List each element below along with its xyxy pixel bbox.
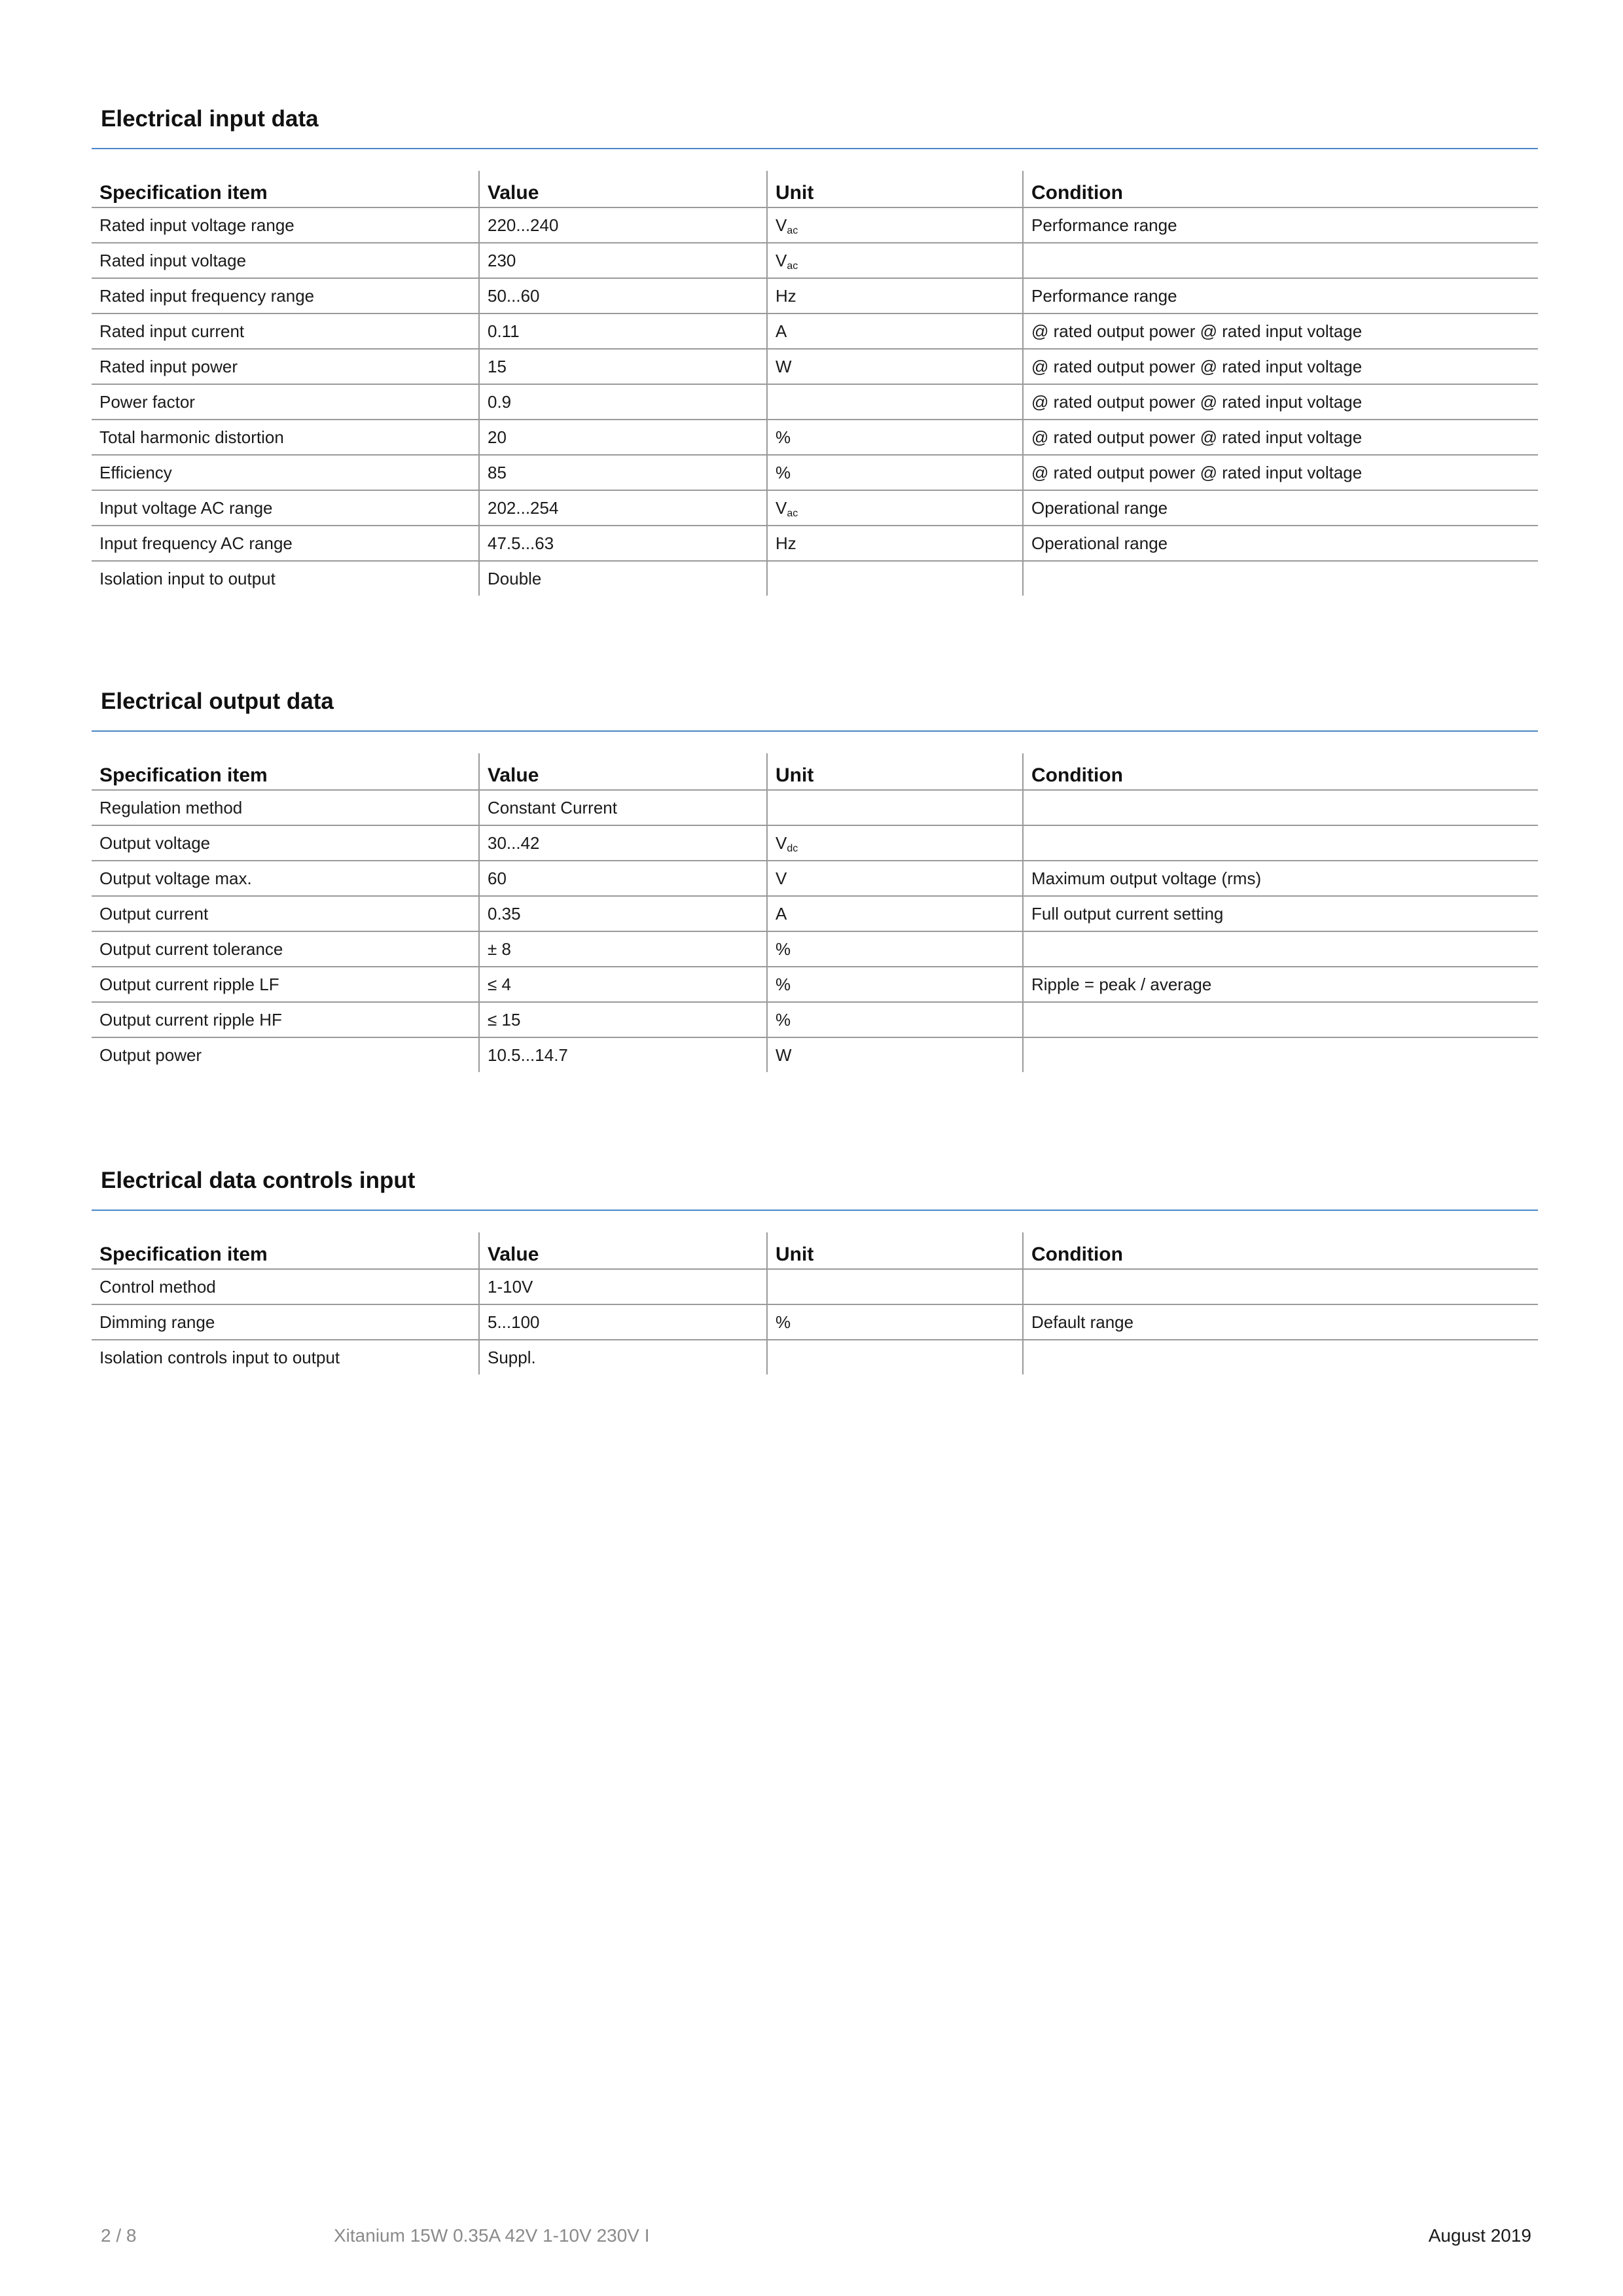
cell-condition <box>1023 1340 1538 1374</box>
section-title: Electrical data controls input <box>101 1168 416 1193</box>
cell-unit <box>767 1340 1023 1374</box>
cell-condition <box>1023 243 1538 278</box>
table-row <box>92 207 1538 243</box>
unit-subscript: dc <box>787 843 798 854</box>
unit-symbol: V <box>776 833 787 853</box>
unit-symbol: V <box>776 498 787 518</box>
cell-condition: @ rated output power @ rated input voltage <box>1023 349 1538 384</box>
cell-unit <box>767 931 1023 967</box>
section-controls-input <box>92 1160 1538 1374</box>
section-title: Electrical output data <box>101 689 334 714</box>
cell-spec-item: Efficiency <box>92 455 479 490</box>
cell-unit <box>767 278 1023 314</box>
cell-spec-item: Rated input frequency range <box>92 278 479 314</box>
cell-condition: Default range <box>1023 1304 1538 1340</box>
unit-symbol: Hz <box>776 286 796 306</box>
cell-condition <box>1023 561 1538 596</box>
cell-spec-item: Output power <box>99 1045 202 1065</box>
cell-condition: Maximum output voltage (rms) <box>1023 861 1538 896</box>
cell-condition <box>1023 1002 1538 1037</box>
section-title: Electrical input data <box>101 106 319 132</box>
cell-unit <box>767 384 1023 420</box>
table-row <box>92 896 1538 931</box>
table-row <box>92 790 1538 825</box>
header-unit: Unit <box>767 171 1023 207</box>
cell-unit <box>767 349 1023 384</box>
cell-condition: Ripple = peak / average <box>1023 967 1538 1002</box>
table-row <box>92 1037 1538 1072</box>
section-divider <box>92 148 1538 149</box>
unit-subscript: ac <box>787 225 798 236</box>
cell-value: Double <box>479 561 767 596</box>
cell-unit <box>767 896 1023 931</box>
spec-table <box>92 753 1538 1072</box>
cell-value: 1-10V <box>479 1269 767 1304</box>
cell-unit <box>767 967 1023 1002</box>
table-row <box>92 490 1538 526</box>
cell-unit <box>767 314 1023 349</box>
cell-value: 220...240 <box>479 207 767 243</box>
product-name: Xitanium 15W 0.35A 42V 1-10V 230V I <box>334 2225 650 2246</box>
cell-value: 0.35 <box>479 896 767 931</box>
cell-spec-item: Rated input power <box>92 349 479 384</box>
cell-spec-item: Isolation input to output <box>99 569 276 588</box>
cell-spec-item: Rated input voltage <box>92 243 479 278</box>
table-row <box>92 455 1538 490</box>
header-value: Value <box>479 171 767 207</box>
cell-spec-item: Rated input current <box>92 314 479 349</box>
unit-symbol: % <box>776 975 791 994</box>
cell-condition: @ rated output power @ rated input voltage <box>1023 314 1538 349</box>
cell-condition: Operational range <box>1023 490 1538 526</box>
table-row <box>92 314 1538 349</box>
section-output-data <box>92 681 1538 1072</box>
cell-condition <box>1023 931 1538 967</box>
cell-value: 60 <box>479 861 767 896</box>
cell-spec-item: Input frequency AC range <box>92 526 479 561</box>
unit-symbol: V <box>776 869 787 888</box>
spec-table <box>92 171 1538 596</box>
header-spec-item: Specification item <box>92 1232 479 1269</box>
cell-unit <box>767 207 1023 243</box>
unit-symbol: % <box>776 939 791 959</box>
header-spec-item: Specification item <box>92 171 479 207</box>
cell-spec-item: Isolation controls input to output <box>99 1348 340 1367</box>
table-header-row <box>92 171 1538 207</box>
cell-spec-item: Power factor <box>92 384 479 420</box>
cell-value: 0.9 <box>479 384 767 420</box>
cell-condition <box>1023 1037 1538 1072</box>
cell-value: ≤ 15 <box>479 1002 767 1037</box>
header-value: Value <box>479 753 767 790</box>
section-input-data <box>92 98 1538 596</box>
cell-spec-item: Output current <box>92 896 479 931</box>
cell-unit <box>767 243 1023 278</box>
cell-condition: @ rated output power @ rated input voltage <box>1023 420 1538 455</box>
cell-condition: Performance range <box>1023 278 1538 314</box>
unit-symbol: A <box>776 321 787 341</box>
cell-value: 230 <box>479 243 767 278</box>
cell-condition: @ rated output power @ rated input voltage <box>1023 455 1538 490</box>
unit-subscript: ac <box>787 260 798 272</box>
unit-subscript: ac <box>787 508 798 519</box>
cell-spec-item: Dimming range <box>92 1304 479 1340</box>
section-divider <box>92 730 1538 732</box>
cell-unit <box>767 825 1023 861</box>
table-header-row <box>92 753 1538 790</box>
table-row <box>92 420 1538 455</box>
cell-condition <box>1023 790 1538 825</box>
table-row <box>92 278 1538 314</box>
publication-date: August 2019 <box>1428 2225 1531 2246</box>
cell-spec-item: Output current ripple LF <box>92 967 479 1002</box>
unit-symbol: % <box>776 463 791 482</box>
table-row <box>92 1002 1538 1037</box>
cell-value: ≤ 4 <box>479 967 767 1002</box>
cell-value: 10.5...14.7 <box>479 1037 767 1072</box>
table-row <box>92 967 1538 1002</box>
cell-unit <box>767 455 1023 490</box>
header-condition: Condition <box>1023 1232 1538 1269</box>
header-spec-item: Specification item <box>92 753 479 790</box>
cell-value: 47.5...63 <box>479 526 767 561</box>
cell-unit <box>767 526 1023 561</box>
cell-value: Constant Current <box>479 790 767 825</box>
cell-spec-item: Total harmonic distortion <box>92 420 479 455</box>
page-footer <box>0 2225 1623 2251</box>
unit-symbol: % <box>776 427 791 447</box>
unit-symbol: W <box>776 357 792 376</box>
cell-condition <box>1023 1269 1538 1304</box>
table-row <box>92 349 1538 384</box>
cell-condition: @ rated output power @ rated input voltage <box>1023 384 1538 420</box>
unit-symbol: % <box>776 1010 791 1030</box>
cell-spec-item: Control method <box>92 1269 479 1304</box>
table-header-row <box>92 1232 1538 1269</box>
table-row <box>92 526 1538 561</box>
cell-spec-item: Input voltage AC range <box>92 490 479 526</box>
unit-symbol: A <box>776 904 787 924</box>
cell-condition: Operational range <box>1023 526 1538 561</box>
cell-spec-item: Output current tolerance <box>92 931 479 967</box>
cell-spec-item: Output voltage max. <box>92 861 479 896</box>
cell-value: ± 8 <box>479 931 767 967</box>
unit-symbol: V <box>776 251 787 270</box>
cell-spec-item: Output current ripple HF <box>92 1002 479 1037</box>
header-unit: Unit <box>767 753 1023 790</box>
cell-value: 0.11 <box>479 314 767 349</box>
table-row <box>92 384 1538 420</box>
cell-value: 20 <box>479 420 767 455</box>
cell-condition: Full output current setting <box>1023 896 1538 931</box>
cell-unit <box>767 420 1023 455</box>
unit-symbol: W <box>776 1045 792 1065</box>
header-condition: Condition <box>1023 171 1538 207</box>
cell-unit <box>767 1002 1023 1037</box>
cell-value: 50...60 <box>479 278 767 314</box>
cell-value: 5...100 <box>479 1304 767 1340</box>
section-divider <box>92 1210 1538 1211</box>
cell-unit <box>767 861 1023 896</box>
table-row <box>92 1340 1538 1374</box>
header-condition: Condition <box>1023 753 1538 790</box>
table-row <box>92 825 1538 861</box>
cell-unit <box>767 1304 1023 1340</box>
cell-value: 202...254 <box>479 490 767 526</box>
cell-value: Suppl. <box>479 1340 767 1374</box>
table-row <box>92 1304 1538 1340</box>
table-row <box>92 931 1538 967</box>
cell-spec-item: Output voltage <box>92 825 479 861</box>
table-row <box>92 861 1538 896</box>
page-number: 2 / 8 <box>101 2225 137 2246</box>
cell-value: 85 <box>479 455 767 490</box>
cell-value: 15 <box>479 349 767 384</box>
cell-condition: Performance range <box>1023 207 1538 243</box>
cell-condition <box>1023 825 1538 861</box>
cell-unit <box>767 561 1023 596</box>
cell-unit <box>767 1037 1023 1072</box>
header-unit: Unit <box>767 1232 1023 1269</box>
cell-spec-item: Rated input voltage range <box>92 207 479 243</box>
table-row <box>92 561 1538 596</box>
cell-unit <box>767 790 1023 825</box>
unit-symbol: V <box>776 215 787 235</box>
cell-value: 30...42 <box>479 825 767 861</box>
unit-symbol: Hz <box>776 533 796 553</box>
cell-spec-item: Regulation method <box>92 790 479 825</box>
table-row <box>92 243 1538 278</box>
table-row <box>92 1269 1538 1304</box>
spec-table <box>92 1232 1538 1374</box>
unit-symbol: % <box>776 1312 791 1332</box>
header-value: Value <box>479 1232 767 1269</box>
cell-unit <box>767 490 1023 526</box>
cell-unit <box>767 1269 1023 1304</box>
